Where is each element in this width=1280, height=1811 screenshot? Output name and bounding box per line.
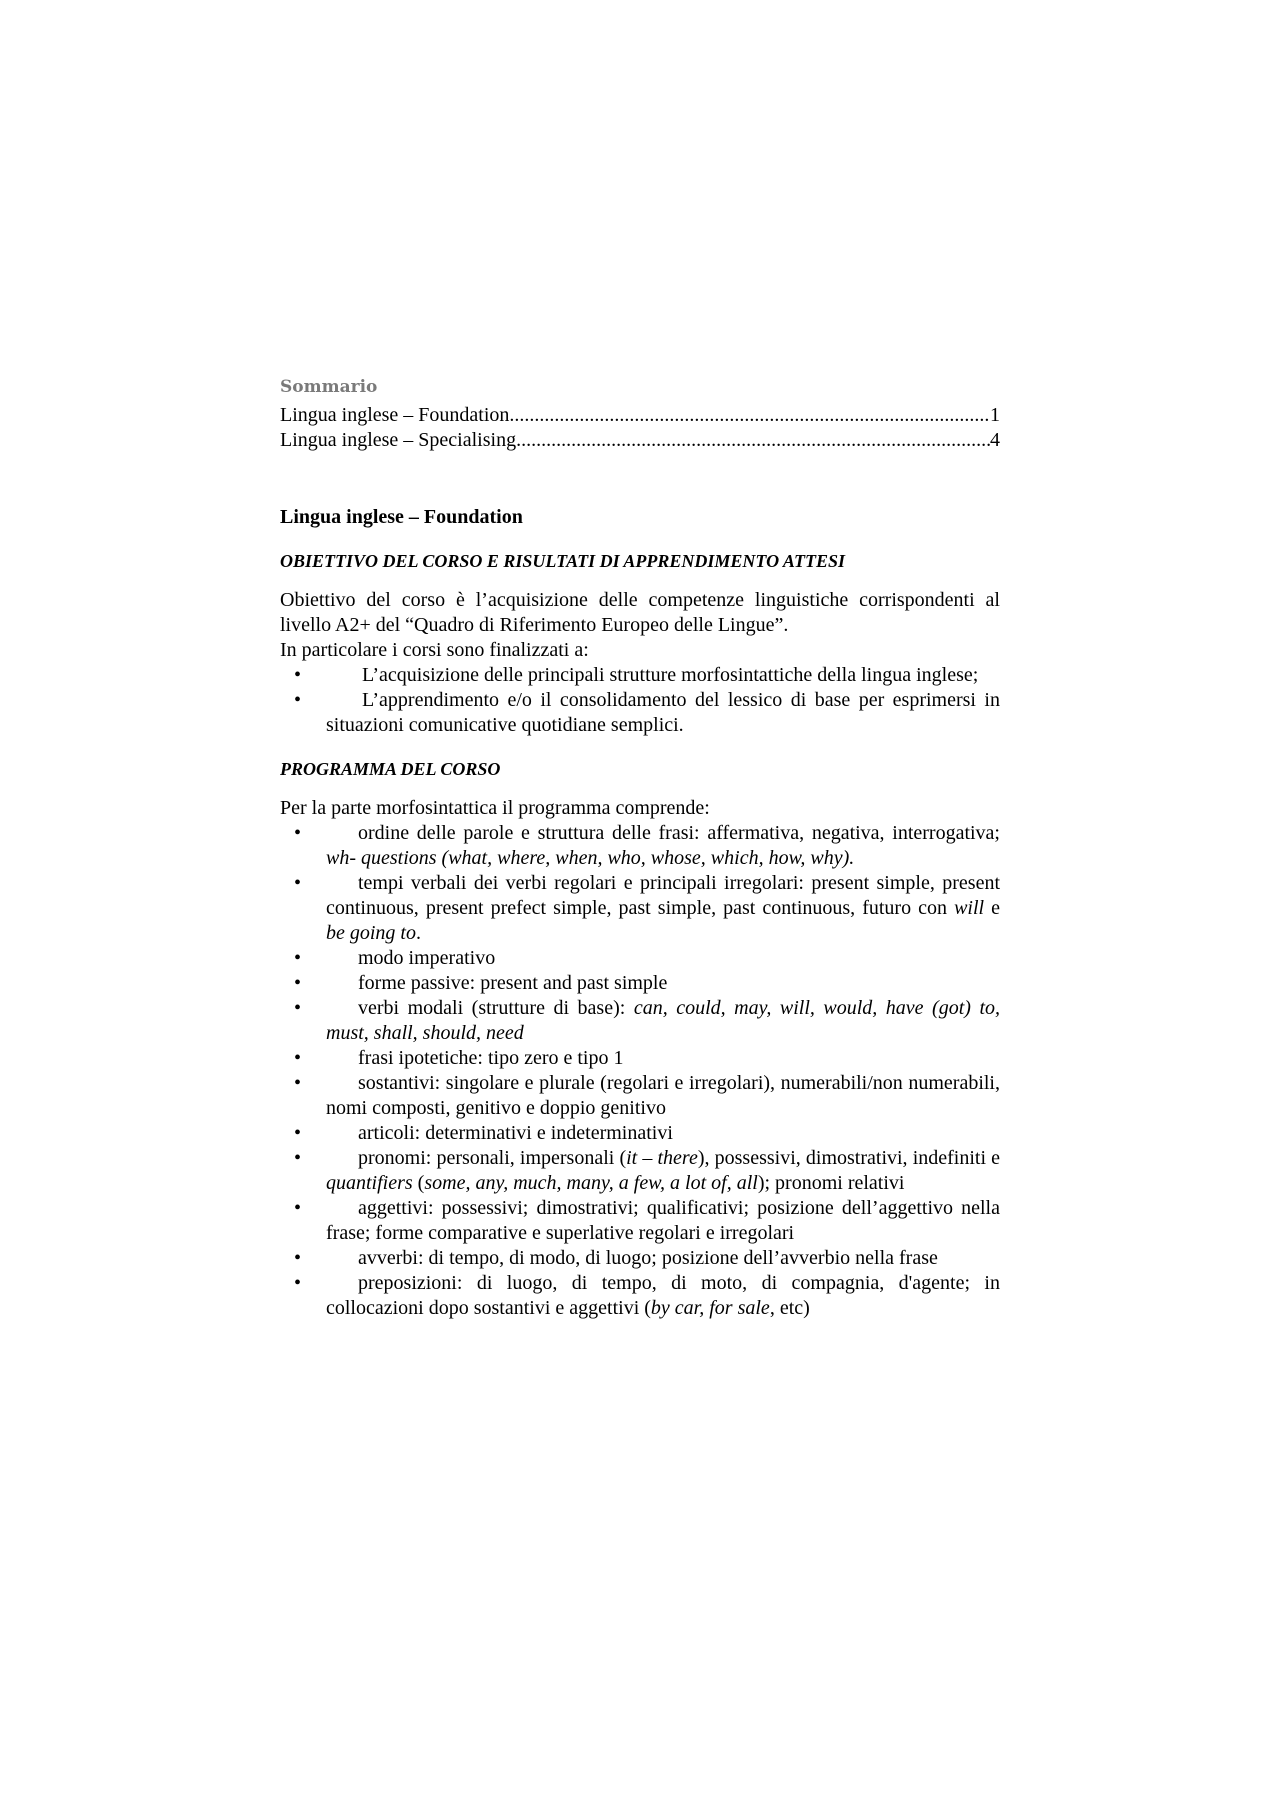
list-item: • articoli: determinativi e indeterminativi [294,1122,673,1144]
list-item: • sostantivi: singolare e plurale (regolari e irregolari), numerabili/non numerabili, nomi composti, genitivo e doppio genitivo [294,1072,1000,1119]
program-list [280,821,1000,1321]
bullet-icon: • [294,972,302,994]
toc-entry-foundation[interactable] [280,403,1000,428]
bullet-icon: • [294,822,302,844]
bullet-icon: • [294,872,302,894]
bullet-icon: • [294,689,302,711]
objective-intro: In particolare i corsi sono finalizzati a: [280,639,589,661]
list-item: • tempi verbali dei verbi regolari e principali irregolari: present simple, present continuous, present prefect simple, past simple, past continuous, futuro con will e be going to. [294,872,1000,944]
toc-entry-page: 4 [990,429,1000,451]
toc-leader-dots [516,428,990,453]
bullet-icon: • [294,664,302,686]
list-item: • L’acquisizione delle principali strutture morfosintattiche della lingua inglese; [294,664,979,686]
toc-heading: Sommario [280,377,378,397]
toc-leader-dots [509,403,990,428]
toc-entry-page: 1 [990,404,1000,426]
bullet-icon: • [294,1247,302,1269]
objective-list [280,663,1000,738]
bullet-icon: • [294,1122,302,1144]
bullet-icon: • [294,1072,302,1094]
list-item: • modo imperativo [294,947,496,969]
toc-entry-label: Lingua inglese – Specialising [280,429,517,451]
list-item: • preposizioni: di luogo, di tempo, di moto, di compagnia, d'agente; in collocazioni dopo sostantivi e aggettivi (by car, for sale, etc) [294,1272,1000,1319]
objective-paragraph: Obiettivo del corso è l’acquisizione delle competenze linguistiche corrispondenti al livello A2+ del “Quadro di Riferimento Europeo delle Lingue”. [280,589,1000,636]
bullet-icon: • [294,947,302,969]
list-item: • avverbi: di tempo, di modo, di luogo; posizione dell’avverbio nella frase [294,1247,938,1269]
bullet-icon: • [294,1047,302,1069]
list-item: • L’apprendimento e/o il consolidamento del lessico di base per esprimersi in situazioni comunicative quotidiane semplici. [294,689,1000,736]
objective-heading: OBIETTIVO DEL CORSO E RISULTATI DI APPRENDIMENTO ATTESI [280,551,845,571]
toc-entry-label: Lingua inglese – Foundation [280,404,510,426]
bullet-icon: • [294,1272,302,1294]
bullet-icon: • [294,997,302,1019]
toc-entry-specialising[interactable] [280,428,1000,453]
program-intro: Per la parte morfosintattica il programma comprende: [280,797,710,819]
section-title: Lingua inglese – Foundation [280,506,523,528]
program-heading: PROGRAMMA DEL CORSO [280,759,501,779]
bullet-icon: • [294,1197,302,1219]
list-item: • verbi modali (strutture di base): can, could, may, will, would, have (got) to, must, shall, should, need [294,997,1000,1044]
document-page [280,376,1000,1321]
list-item: • pronomi: personali, impersonali (it – there), possessivi, dimostrativi, indefiniti e quantifiers (some, any, much, many, a few, a lot of, all); pronomi relativi [294,1147,1001,1194]
list-item: • frasi ipotetiche: tipo zero e tipo 1 [294,1047,624,1069]
list-item: • ordine delle parole e struttura delle frasi: affermativa, negativa, interrogativa; wh- questions (what, where, when, who, whose, which, how, why). [294,822,1000,869]
list-item: • forme passive: present and past simple [294,972,668,994]
bullet-icon: • [294,1147,302,1169]
list-item: • aggettivi: possessivi; dimostrativi; qualificativi; posizione dell’aggettivo nella frase; forme comparative e superlative regolari e irregolari [294,1197,1000,1244]
